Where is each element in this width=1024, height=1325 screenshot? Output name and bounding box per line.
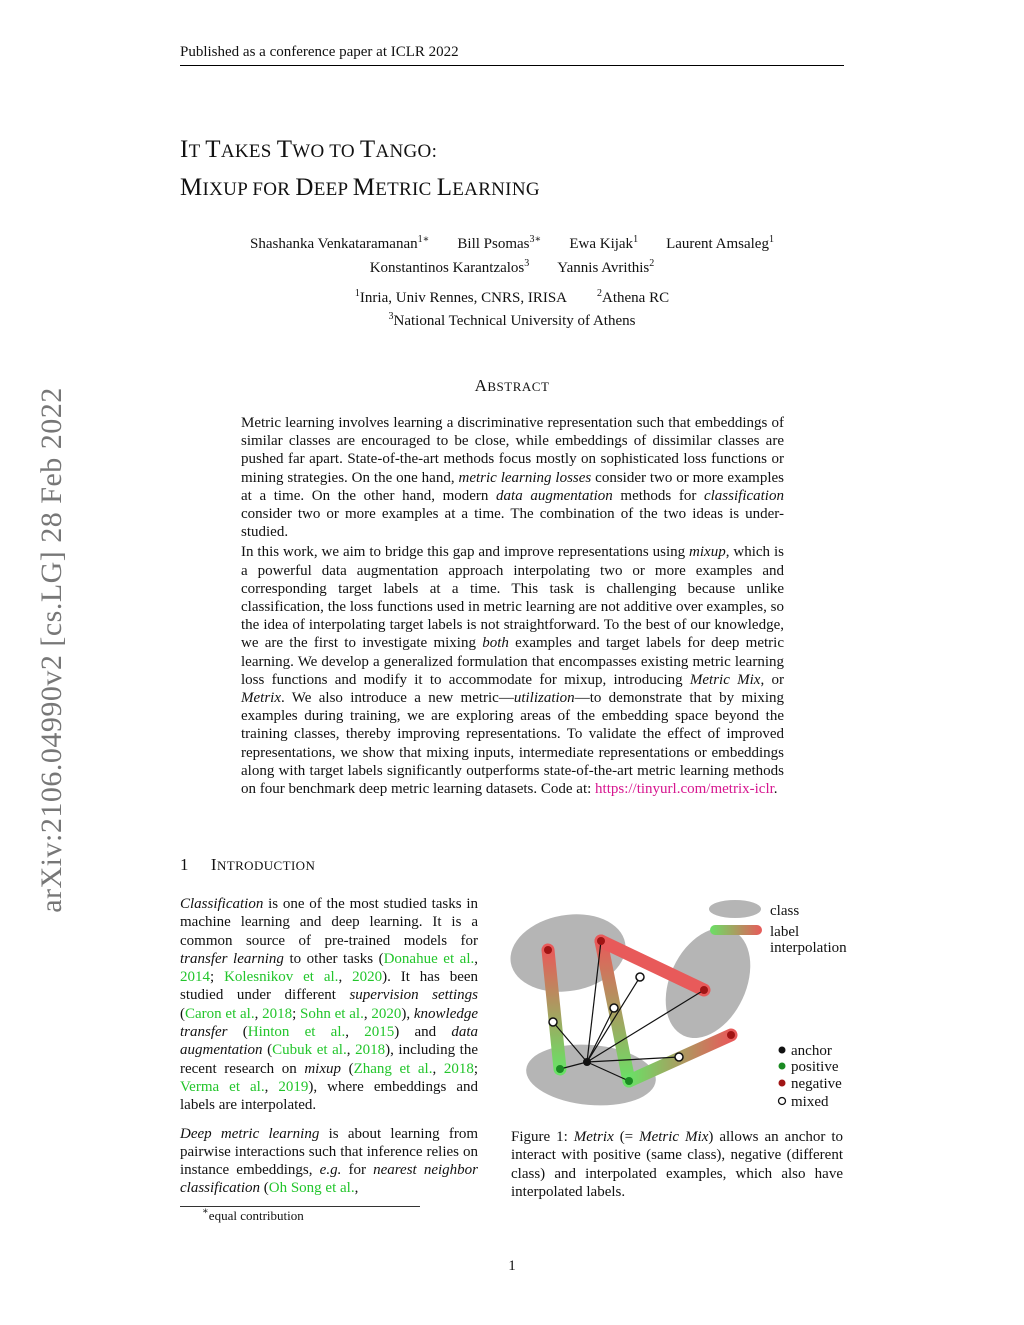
header-rule: [180, 65, 844, 66]
legend-anchor-swatch: [779, 1047, 786, 1054]
figure-1-caption: Figure 1: Metrix (= Metric Mix) allows an anchor to interact with positive (same class), negative (different class) and interpolated examples, which also have interpolated labels.: [511, 1129, 843, 1200]
legend-negative-swatch: [779, 1080, 786, 1087]
citation[interactable]: Zhang et al.: [353, 1060, 433, 1077]
abstract-paragraph-1: Metric learning involves learning a discriminative representation such that embeddings of similar classes are encouraged to be close, while embeddings of dissimilar classes are pushed far apart. State-of-the-art methods focus mostly on sophisticated loss functions or mining strategies. On the one hand, metric learning losses consider two or more examples at a time. On the other hand, modern data augmentation methods for classification consider two or more examples at a time. The combination of the two ideas is under-studied.: [241, 415, 785, 541]
legend-positive-label: positive: [791, 1059, 839, 1075]
running-header: Published as a conference paper at ICLR 2022: [180, 44, 459, 60]
author: Laurent Amsaleg$^1$: [666, 234, 774, 252]
citation[interactable]: Cubuk et al.: [272, 1042, 347, 1059]
arxiv-sidebar: [30, 355, 74, 945]
citation[interactable]: Sohn et al.: [300, 1005, 364, 1022]
positive-point: [556, 1065, 564, 1073]
citation[interactable]: 2018: [262, 1005, 293, 1022]
legend-class-swatch: [709, 900, 761, 918]
abstract-heading: ABSTRACT: [474, 376, 550, 395]
legend-label-interpolation-swatch: [710, 925, 762, 935]
anchor-point: [583, 1058, 591, 1066]
legend-mixed-label: mixed: [791, 1094, 829, 1110]
citation[interactable]: 2014: [180, 969, 210, 986]
mixed-point: [675, 1053, 683, 1061]
intro-paragraph-2: Deep metric learning is about learning from pairwise interactions such that inference relies on instance embeddings, e.g. for nearest neighbor classification (Oh Song et al.,: [180, 1125, 478, 1197]
author: Yannis Avrithis$^2$: [557, 258, 655, 276]
title-line-2: MIXUP FOR DEEP METRIC LEARNING: [180, 174, 540, 201]
author: Ewa Kijak$^1$: [569, 234, 639, 252]
legend-anchor-label: anchor: [791, 1043, 832, 1059]
citation[interactable]: 2020: [371, 1005, 402, 1022]
author-list: [180, 232, 844, 280]
citation[interactable]: 2015: [364, 1024, 395, 1041]
affiliation: $^3$National Technical University of Athens: [388, 311, 636, 329]
author: Shashanka Venkataramanan$^{1∗}$: [250, 234, 430, 252]
footnote-rule: [180, 1206, 420, 1207]
footnote: ∗equal contribution: [202, 1206, 304, 1223]
affiliations: [180, 287, 844, 333]
affiliation: $^2$Athena RC: [597, 288, 670, 306]
citation[interactable]: Caron et al.: [185, 1005, 255, 1022]
legend-label-interpolation-label: label: [770, 924, 800, 940]
negative-point: [544, 946, 552, 954]
section-heading: 1 INTRODUCTION: [180, 855, 316, 874]
paper-title: [180, 132, 880, 208]
legend-label-interpolation-label: interpolation: [770, 940, 847, 956]
negative-point: [597, 937, 605, 945]
mixed-point: [610, 1004, 618, 1012]
author: Bill Psomas$^{3∗}$: [457, 234, 542, 252]
negative-point: [700, 986, 708, 994]
citation[interactable]: Kolesnikov et al.: [224, 969, 339, 986]
citation[interactable]: Hinton et al.: [247, 1024, 346, 1041]
page-number: 1: [508, 1258, 516, 1274]
citation[interactable]: 2020: [352, 969, 383, 986]
title-line-1: IT TAKES TWO TO TANGO:: [180, 136, 438, 163]
code-link[interactable]: https://tinyurl.com/metrix-iclr: [595, 781, 774, 798]
author: Konstantinos Karantzalos$^3$: [369, 258, 530, 276]
mixed-point: [549, 1018, 557, 1026]
citation[interactable]: 2018: [443, 1060, 474, 1077]
intro-paragraph-1: Classification is one of the most studied tasks in machine learning and deep learning. It is a common source of pre-trained models for transfer learning to other tasks (Donahue et al., 2014; Kolesnikov et al., 2020). It has been studied under different supervision settings (Caron et al., 2018; Sohn et al., 2020), knowledge transfer (Hinton et al., 2015) and data augmentation (Cubuk et al., 2018), including the recent research on mixup (Zhang et al., 2018; Verma et al., 2019), where embeddings and labels are interpolated.: [180, 896, 479, 1114]
citation[interactable]: Donahue et al.: [383, 950, 475, 967]
introduction-text: [180, 895, 478, 1208]
legend-class-label: class: [770, 903, 800, 919]
figure-1-diagram: [498, 895, 858, 1120]
legend-positive-swatch: [779, 1063, 786, 1070]
abstract-body: [241, 414, 784, 800]
legend-negative-label: negative: [791, 1076, 842, 1092]
positive-point: [625, 1077, 633, 1085]
negative-point: [727, 1031, 735, 1039]
affiliation: $^1$Inria, Univ Rennes, CNRS, IRISA: [354, 288, 567, 306]
legend-mixed-swatch: [779, 1098, 786, 1105]
abstract-paragraph-2: In this work, we aim to bridge this gap and improve representations using mixup, which is a powerful data augmentation approach interpolating two or more examples and corresponding target labels at a time. This task is challenging because unlike classification, the loss functions used in metric learning are not additive over examples, so the idea of interpolating target labels is not straightforward. To the best of our knowledge, we are the first to investigate mixing both examples and target labels for deep metric learning. We develop a generalized formulation that encompasses existing metric learning loss functions and modify it to accommodate for mixup, introducing Metric Mix, or Metrix. We also introduce a new metric—utilization—to demonstrate that by mixing examples during training, we are exploring areas of the embedding space beyond the training classes, thereby improving representations. To validate the effect of improved representations, we show that mixing inputs, intermediate representations or embeddings along with target labels significantly outperforms state-of-the-art metric learning methods on four benchmark deep metric learning datasets. Code at: https://tinyurl.com/metrix-iclr.: [241, 544, 784, 798]
arxiv-identifier: arXiv:2106.04990v2 [cs.LG] 28 Feb 2022: [35, 387, 68, 913]
mixed-point: [636, 973, 644, 981]
citation[interactable]: 2019: [278, 1078, 309, 1095]
citation[interactable]: Verma et al.: [180, 1078, 265, 1095]
citation[interactable]: 2018: [355, 1042, 386, 1059]
citation[interactable]: Oh Song et al.: [268, 1180, 355, 1197]
